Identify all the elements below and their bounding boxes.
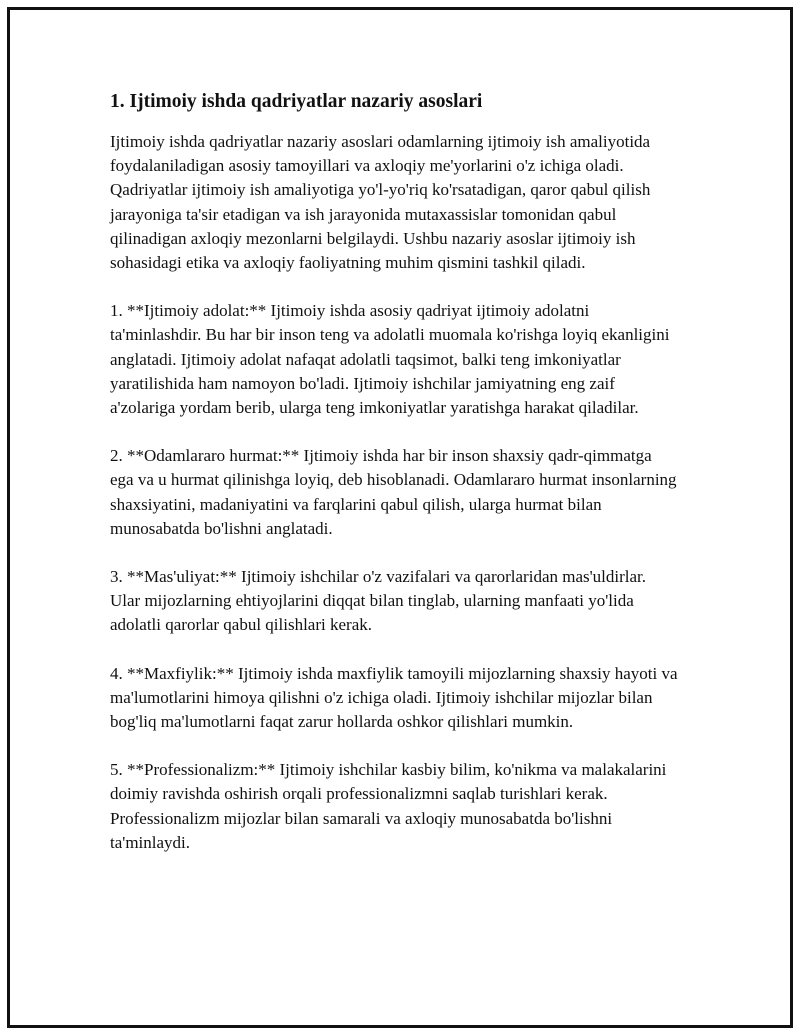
intro-paragraph: Ijtimoiy ishda qadriyatlar nazariy asoslari odamlarning ijtimoiy ish amaliyotida foydalaniladigan asosiy tamoyillari va axloqiy me'yorlarini o'z ichiga oladi. Qadriyatlar ijtimoiy ish amaliyotiga yo'l-yo'riq ko'rsatadigan, qaror qabul qilish jarayoniga ta'sir etadigan va ish jarayonida mutaxassislar tomonidan qabul qilinadigan axloqiy mezonlarni belgilaydi. Ushbu nazariy asoslar ijtimoiy ish sohasidagi etika va axloqiy faoliyatning muhim qismini tashkil qiladi.	[110, 132, 651, 273]
document-title: 1. Ijtimoiy ishda qadriyatlar nazariy asoslari	[110, 91, 483, 112]
paragraph-mutual-respect: 2. **Odamlararo hurmat:** Ijtimoiy ishda har bir inson shaxsiy qadr-qimmatga ega va u hurmat qilinishga loyiq, deb hisoblanadi. Odamlararo hurmat insonlarning shaxsiyatini, madaniyatini va farqlarini qabul qilish, ularga hurmat bilan munosabatda bo'lishni anglatadi.	[110, 446, 677, 538]
paragraph-professionalism: 5. **Professionalizm:** Ijtimoiy ishchilar kasbiy bilim, ko'nikma va malakalarini doimiy ravishda oshirish orqali professionalizmni saqlab turishlari kerak. Professionalizm mijozlar bilan samarali va axloqiy munosabatda bo'lishni ta'minlaydi.	[110, 760, 667, 852]
paragraph-confidentiality: 4. **Maxfiylik:** Ijtimoiy ishda maxfiylik tamoyili mijozlarning shaxsiy hayoti va ma'lumotlarini himoya qilishni o'z ichiga oladi. Ijtimoiy ishchilar mijozlar bilan bog'liq ma'lumotlarni faqat zarur hollarda oshkor qilishlari mumkin.	[110, 663, 678, 732]
paragraph-social-justice: 1. **Ijtimoiy adolat:** Ijtimoiy ishda asosiy qadriyat ijtimoiy adolatni ta'minlashdir. Bu har bir inson teng va adolatli muomala ko'rishga loyiq ekanligini anglatadi. Ijtimoiy adolat nafaqat adolatli taqsimot, balki teng imkoniyatlar yaratilishida ham namoyon bo'ladi. Ijtimoiy ishchilar jamiyatning eng zaif a'zolariga yordam berib, ularga teng imkoniyatlar yaratishga harakat qiladilar.	[110, 301, 670, 418]
paragraph-responsibility: 3. **Mas'uliyat:** Ijtimoiy ishchilar o'z vazifalari va qarorlaridan mas'uldirlar. Ular mijozlarning ehtiyojlarini diqqat bilan tinglab, ularning manfaati yo'lida adolatli qarorlar qabul qilishlari kerak.	[110, 567, 647, 635]
document-body	[110, 88, 678, 879]
